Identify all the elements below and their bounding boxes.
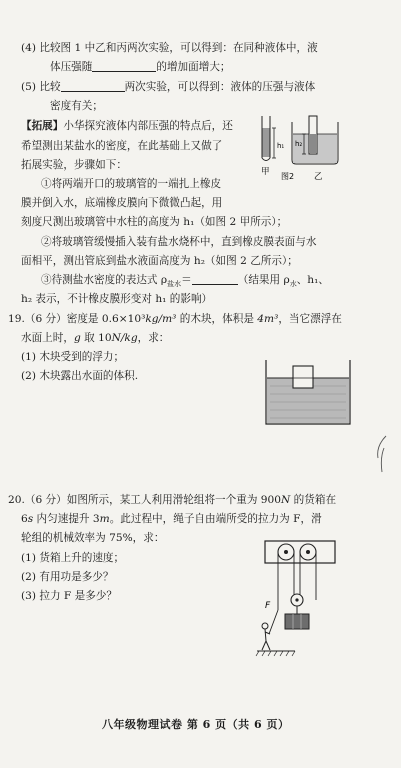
ext-step3-tail2: 、h₁、	[296, 274, 329, 286]
ext-line3: 拓展实验，步骤如下：	[21, 159, 127, 171]
q19-line1-pre: 19.（6 分）密度是 0.6×10³	[8, 313, 146, 325]
q20-pulley-figure	[255, 538, 345, 660]
q5-line2: 密度有关；	[50, 100, 103, 112]
q19-line2-mid: 取 10	[80, 332, 112, 344]
q19-line2	[21, 331, 169, 345]
ext-line1-text: 小华探究液体内部压强的特点后，还	[63, 120, 233, 132]
q20-part3: (3) 拉力 F 是多少？	[21, 590, 118, 602]
q19-density-unit: kg/m³	[145, 313, 177, 325]
ext-step3-sub: 盐水	[167, 280, 182, 289]
q4-line2-post: 的增加面增大；	[156, 61, 231, 73]
q4-line2-pre: 体压强随	[50, 61, 93, 73]
q19-line1	[8, 312, 342, 326]
ext-step3-tail-sub: 水	[289, 280, 297, 289]
ext-step3-line1	[41, 273, 329, 291]
page-footer: 八年级物理试卷 第 6 页（共 6 页）	[102, 718, 290, 731]
ext-step1-line3: 刻度尺测出玻璃管中水柱的高度为 h₁（如图 2 甲所示）；	[21, 216, 288, 228]
q19-line1-mid: 的木块，体积是	[176, 313, 258, 325]
q19-line2-post: ，求：	[137, 332, 170, 344]
ext-line2: 希望测出某盐水的密度，在此基础上又做了	[21, 140, 223, 152]
q19-part1: (1) 木块受到的浮力；	[21, 351, 125, 363]
q4-answer-blank[interactable]	[92, 60, 156, 72]
ext-line1	[21, 119, 233, 133]
q4-line2	[50, 60, 231, 74]
ext-step1-line2: 膜并倒入水，底端橡皮膜向下微微凸起，用	[21, 197, 223, 209]
q20-line1	[8, 493, 336, 507]
figure-2	[256, 114, 386, 194]
q20-line2	[21, 512, 322, 526]
q20-part1: (1) 货箱上升的速度；	[21, 552, 125, 564]
q20-worker	[262, 623, 270, 650]
fig2-caption: 图2	[281, 172, 295, 181]
ext-step3-eq: ＝	[181, 274, 192, 286]
ext-step3-tail: （结果用 ρ	[237, 274, 290, 286]
q20-part2: (2) 有用功是多少？	[21, 571, 114, 583]
fig2-h1-label: h₁	[277, 142, 285, 150]
q4-line1: (4) 比较图 1 中乙和丙两次实验，可以得到：在同种液体中，液	[21, 42, 318, 54]
fig2-jia-tube	[262, 116, 276, 161]
ext-step2-line1: ②将玻璃管缓慢插入装有盐水烧杯中，直到橡皮膜表面与水	[41, 236, 317, 248]
q20-line1-post: 的货箱在	[290, 494, 337, 506]
q5-line1-post: 两次实验，可以得到：液体的压强与液体	[124, 81, 316, 93]
q20-unit-N: N	[281, 494, 291, 506]
q19-part2: (2) 木块露出水面的体积.	[21, 370, 139, 382]
q20-crate	[285, 614, 309, 629]
q19-g: g	[73, 332, 81, 344]
fig2-h2-label: h₂	[295, 140, 303, 148]
q19-g-unit: N/kg	[111, 332, 138, 344]
ext-answer-blank[interactable]	[192, 273, 238, 285]
q20-line1-pre: 20.（6 分）如图所示，某工人利用滑轮组将一个重为 900	[8, 494, 282, 506]
q19-line2-pre: 水面上时，	[21, 332, 74, 344]
q5-line1	[21, 80, 315, 94]
ext-step3-pre: ③待测盐水密度的表达式 ρ	[41, 274, 168, 286]
ext-step2-line2: 面相平，测出管底到盐水液面高度为 h₂（如图 2 乙所示）；	[21, 255, 298, 267]
q20-force-label: F	[265, 601, 271, 611]
q5-answer-blank[interactable]	[61, 80, 125, 92]
q19-figure	[262, 358, 358, 430]
q19-wood-block	[293, 366, 313, 388]
pen-mark	[370, 434, 392, 476]
ext-step3-line2: h₂ 表示，不计橡皮膜形变对 h₁ 的影响）	[21, 293, 213, 305]
q5-line1-pre: (5) 比较	[21, 81, 61, 93]
fig2-jia-label: 甲	[261, 167, 270, 177]
q20-line3: 轮组的机械效率为 75%，求：	[21, 532, 165, 544]
fig2-yi-label: 乙	[314, 172, 323, 182]
q19-line1-post: ，当它漂浮在	[278, 313, 342, 325]
q20-line2-pre: 6	[21, 513, 28, 525]
ext-step1-line1: ①将两端开口的玻璃管的一端扎上橡皮	[41, 178, 222, 190]
q20-unit-m: m	[99, 513, 110, 525]
q20-line2-mid: 内匀速提升 3	[33, 513, 100, 525]
q20-ground-hatch	[256, 651, 295, 656]
q20-unit-s: s	[27, 513, 34, 525]
ext-tag: 【拓展】	[21, 120, 64, 132]
q19-volume: 4m³	[257, 313, 279, 325]
q20-line2-post: 。此过程中，绳子自由端所受的拉力为 F，滑	[109, 513, 322, 525]
